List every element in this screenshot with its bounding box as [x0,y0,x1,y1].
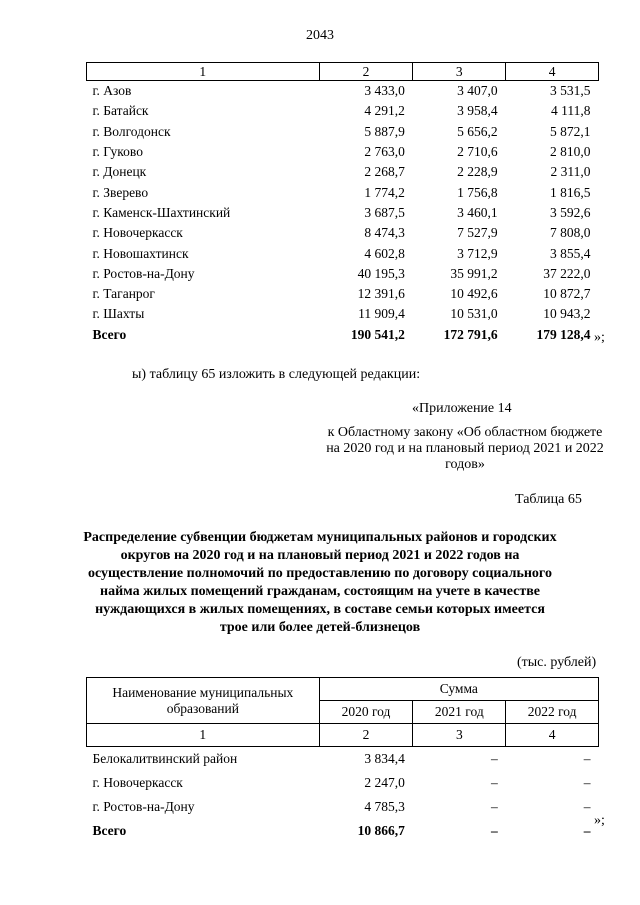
page-number: 2043 [306,28,334,43]
value-2020: 2 763,0 [364,144,405,160]
table-subvention [86,677,599,843]
amendment-paragraph: ы) таблицу 65 изложить в следующей редакции: [132,367,421,382]
value-2022: 1 816,5 [550,184,591,200]
closing-quote-suffix: »; [594,813,605,828]
year-2022-header: 2022 год [506,701,599,724]
table-header-row [87,678,599,701]
value-2020: 12 391,6 [357,286,405,302]
value-2021: 5 656,2 [457,123,498,139]
municipality-name: г. Донецк [92,164,147,180]
value-2020: 4 602,8 [364,245,405,261]
value-2022: 37 222,0 [543,265,591,281]
column-numbers-row [87,724,599,747]
value-2021: 2 710,6 [457,144,498,160]
municipality-name: г. Гуково [92,144,143,160]
column-number-3: 3 [413,724,506,747]
units-label: (тыс. рублей) [517,655,597,670]
value-2021: 10 531,0 [450,306,498,322]
appendix-reference: к Областному закону «Об областном бюджете на 2020 год и на плановый период 2021 и 2022 годов» [326,425,604,472]
municipality-name: г. Волгодонск [92,123,171,139]
total-2020: 10 866,7 [357,823,405,838]
table-row [87,122,599,142]
column-number-1: 1 [87,724,320,747]
municipality-name: г. Ростов-на-Дону [92,799,195,814]
value-2021: 7 527,9 [457,225,498,241]
column-number-1: 1 [87,63,320,81]
value-2020: 2 247,0 [364,775,405,790]
municipality-name: г. Каменск-Шахтинский [92,204,231,220]
value-2021: 3 958,4 [457,103,498,119]
total-2021: 172 791,6 [443,326,498,342]
value-2022: 3 592,6 [550,204,591,220]
column-number-3: 3 [413,63,506,81]
table-row [87,81,599,102]
total-label: Всего [92,823,127,838]
value-2020: 3 834,4 [364,751,405,766]
column-number-2: 2 [319,63,413,81]
column-sum-header: Сумма [319,678,598,701]
appendix-heading: «Приложение 14 [412,401,512,416]
value-2021: 10 492,6 [450,286,498,302]
value-2022: – [583,799,591,814]
column-name-header: Наименование муниципальных образований [87,678,320,724]
table-municipal-continued [86,62,599,345]
value-2021: 1 756,8 [457,184,498,200]
total-2022: – [583,823,591,838]
total-2021: – [490,823,498,838]
value-2022: 2 311,0 [550,164,591,180]
total-2022: 179 128,4 [536,326,591,342]
value-2020: 3 687,5 [364,204,405,220]
value-2021: – [490,751,498,766]
table-row [87,284,599,304]
table-row [87,142,599,162]
value-2021: – [490,799,498,814]
year-2021-header: 2021 год [413,701,506,724]
column-number-4: 4 [506,724,599,747]
municipality-name: г. Зверево [92,184,149,200]
table-title: Распределение субвенции бюджетам муниципальных районов и городских округов на 2020 год и на плановый период 2021 и 2022 годов на осуществление полномочий по предоставлению по договору социального найма жилых помещений гражданам, состоящим на учете в качестве нуждающихся в жилых помещениях, в составе семьи которых имеется трое или более детей-близнецов [83,530,557,635]
value-2020: 1 774,2 [364,184,405,200]
value-2022: – [583,775,591,790]
table-row [87,795,599,819]
value-2022: – [583,751,591,766]
total-row [87,325,599,345]
table-row [87,162,599,182]
value-2022: 7 808,0 [550,225,591,241]
value-2021: 2 228,9 [457,164,498,180]
value-2021: 3 460,1 [457,204,498,220]
value-2020: 4 291,2 [364,103,405,119]
table-row [87,243,599,263]
municipality-name: г. Ростов-на-Дону [92,265,195,281]
municipality-name: г. Новочеркасск [92,225,183,241]
table-row [87,304,599,324]
value-2020: 8 474,3 [364,225,405,241]
column-number-4: 4 [506,63,599,81]
municipality-name: г. Таганрог [92,286,155,302]
year-2020-header: 2020 год [319,701,413,724]
table-row [87,264,599,284]
value-2020: 40 195,3 [357,265,405,281]
table-row [87,203,599,223]
table-number: Таблица 65 [515,492,582,507]
value-2020: 2 268,7 [364,164,405,180]
total-2020: 190 541,2 [350,326,405,342]
value-2022: 3 855,4 [550,245,591,261]
value-2022: 2 810,0 [550,144,591,160]
value-2021: 3 407,0 [457,83,498,99]
table-row [87,101,599,121]
table-header-row [87,63,599,81]
value-2021: – [490,775,498,790]
value-2020: 4 785,3 [364,799,405,814]
table-row [87,747,599,772]
municipality-name: г. Новошахтинск [92,245,189,261]
table-row [87,182,599,202]
value-2020: 5 887,9 [364,123,405,139]
municipality-name: г. Батайск [92,103,149,119]
value-2022: 3 531,5 [550,83,591,99]
table-row [87,771,599,795]
municipality-name: Белокалитвинский район [92,751,238,766]
value-2021: 35 991,2 [450,265,498,281]
municipality-name: г. Новочеркасск [92,775,183,790]
value-2020: 3 433,0 [364,83,405,99]
table-row [87,223,599,243]
value-2020: 11 909,4 [358,306,405,322]
total-label: Всего [92,326,127,342]
municipality-name: г. Шахты [92,306,145,322]
value-2022: 5 872,1 [550,123,591,139]
total-row [87,819,599,843]
value-2022: 4 111,8 [551,103,591,119]
municipality-name: г. Азов [92,83,132,99]
closing-quote-suffix: »; [594,330,605,345]
column-number-2: 2 [319,724,413,747]
value-2022: 10 872,7 [543,286,591,302]
value-2021: 3 712,9 [457,245,498,261]
value-2022: 10 943,2 [543,306,591,322]
